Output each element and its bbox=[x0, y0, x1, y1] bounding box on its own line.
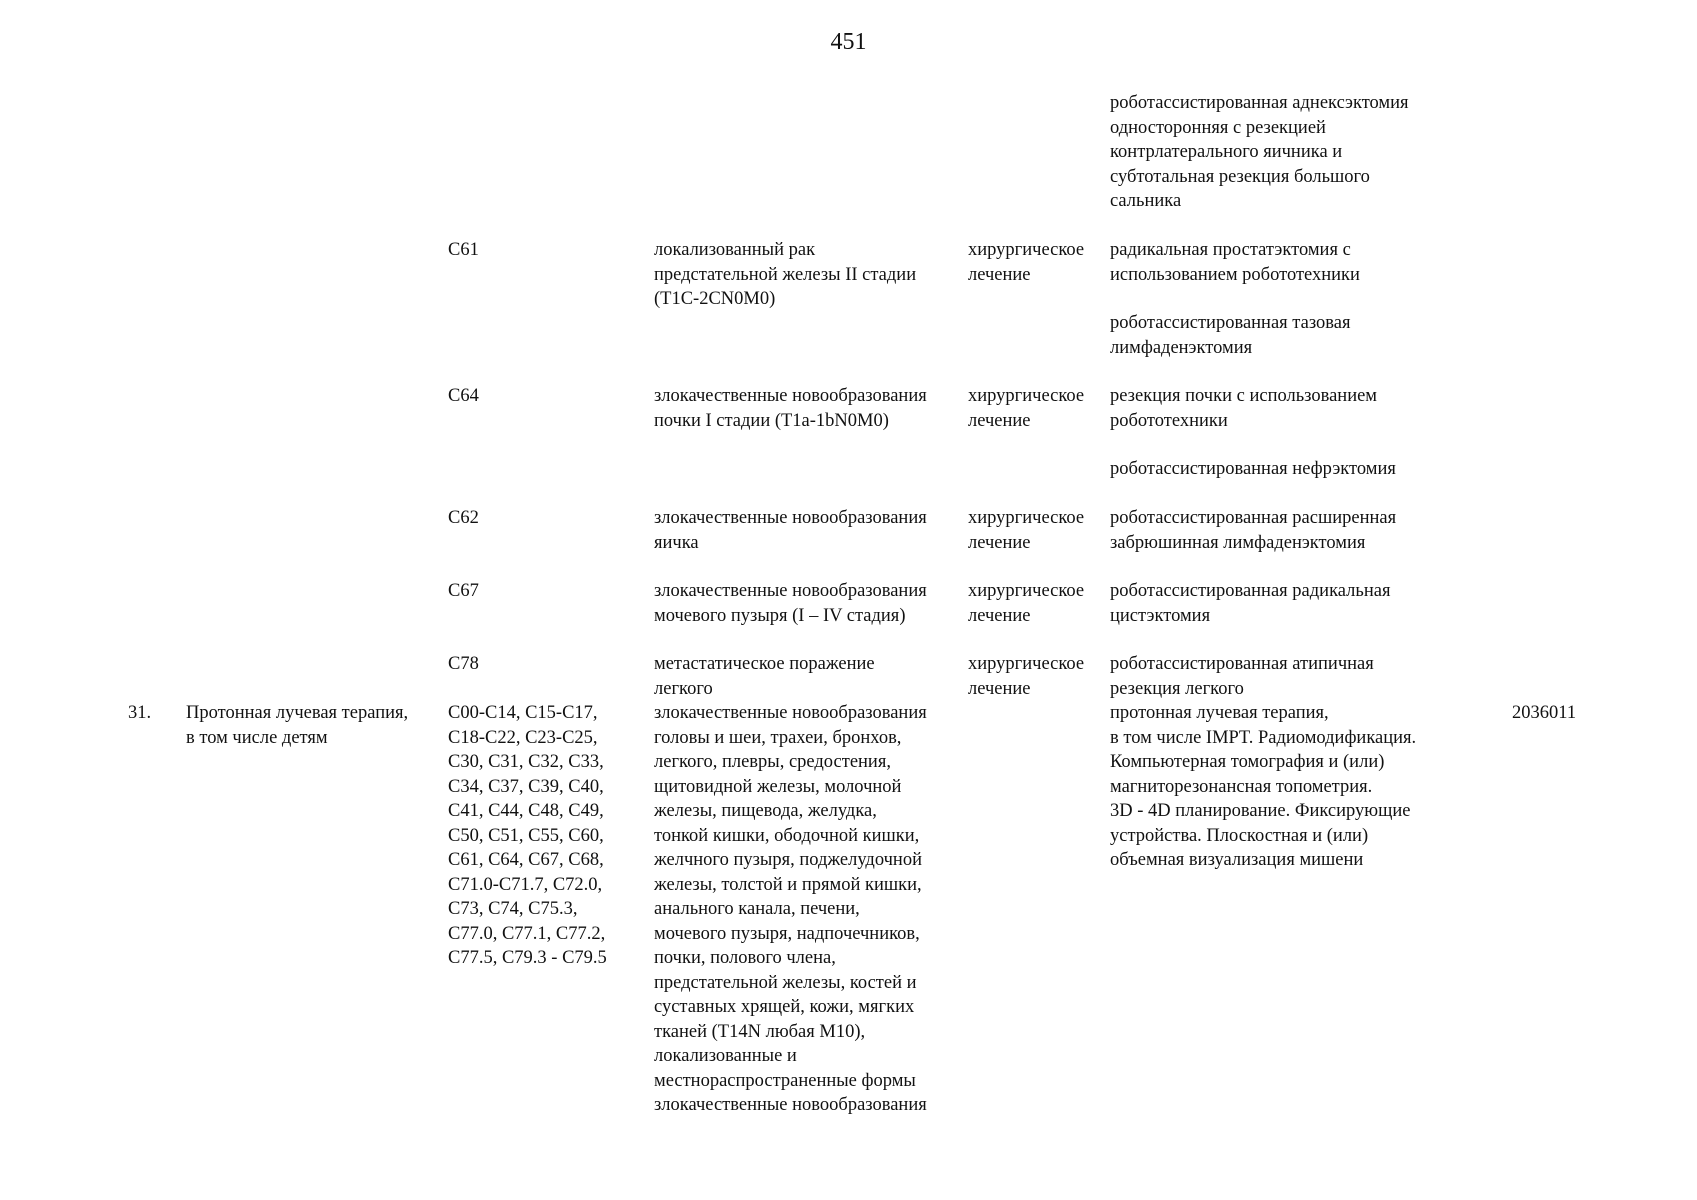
icd-code: C62 bbox=[448, 508, 479, 528]
treatment-type: хирургическое лечение bbox=[968, 654, 1085, 699]
icd-code: C78 bbox=[448, 654, 479, 674]
row-number: 31. bbox=[128, 703, 152, 723]
continued-method: роботассистированная аднексэктомия односторонняя с резекцией контрлатерального яичника и субтотальная резекция большого сальника bbox=[1110, 93, 1409, 211]
patient-model: злокачественные новообразования мочевого пузыря (I – IV стадия) bbox=[654, 581, 927, 626]
icd-code: C61 bbox=[448, 240, 479, 260]
treatment-type: хирургическое лечение bbox=[968, 581, 1085, 626]
treatment-method: роботассистированная расширенная забрюшинная лимфаденэктомия bbox=[1110, 508, 1397, 553]
patient-model: злокачественные новообразования почки I стадии (T1a-1bN0M0) bbox=[654, 386, 927, 431]
icd-code: C64 bbox=[448, 386, 479, 406]
patient-model: злокачественные новообразования яичка bbox=[654, 508, 927, 553]
care-type-name: Протонная лучевая терапия, в том числе детям bbox=[186, 703, 409, 748]
treatment-method: роботассистированная тазовая лимфаденэктомия bbox=[1110, 313, 1351, 358]
patient-model: метастатическое поражение легкого bbox=[654, 654, 875, 699]
icd-code: C67 bbox=[448, 581, 479, 601]
patient-model: злокачественные новообразования головы и шеи, трахеи, бронхов, легкого, плевры, средостения, щитовидной железы, молочной железы, пищевода, желудка, тонкой кишки, ободочной кишки, желчного пузыря, поджелудочной железы, толстой и прямой кишки, анального канала, печени, мочевого пузыря, надпочечников, почки, полового члена, предстательной железы, костей и суставных хрящей, кожи, мягких тканей (T14N любая M10), локализованные и местнораспространенные формы злокачественные новообразования bbox=[654, 703, 927, 1115]
treatment-type: хирургическое лечение bbox=[968, 386, 1085, 431]
treatment-method: роботассистированная нефрэктомия bbox=[1110, 459, 1396, 479]
icd-code: C00-C14, C15-C17, C18-C22, C23-C25, C30, C31, C32, C33, C34, C37, C39, C40, C41, C44, C48, C49, C50, C51, C55, C60, C61, C64, C67, C68, C71.0-C71.7, C72.0, C73, C74, C75.3, C77.0, C77.1, C77.2, C77.5, C79.3 - C79.5 bbox=[448, 703, 607, 968]
treatment-method: роботассистированная атипичная резекция легкого bbox=[1110, 654, 1374, 699]
treatment-method: протонная лучевая терапия, в том числе IMPT. Радиомодификация. Компьютерная томография и (или) магниторезонансная топометрия. 3D - 4D планирование. Фиксирующие устройства. Плоскостная и (или) объемная визуализация мишени bbox=[1110, 703, 1417, 870]
treatment-type: хирургическое лечение bbox=[968, 508, 1085, 553]
treatment-method: резекция почки с использованием робототехники bbox=[1110, 386, 1378, 431]
treatment-method: роботассистированная радикальная цистэктомия bbox=[1110, 581, 1391, 626]
patient-model: локализованный рак предстательной железы II стадии (T1C-2CN0M0) bbox=[654, 240, 917, 309]
treatment-method: радикальная простатэктомия с использованием робототехники bbox=[1110, 240, 1360, 285]
page-number: 451 bbox=[830, 29, 867, 55]
financial-norm: 2036011 bbox=[1512, 703, 1577, 723]
treatment-type: хирургическое лечение bbox=[968, 240, 1085, 285]
